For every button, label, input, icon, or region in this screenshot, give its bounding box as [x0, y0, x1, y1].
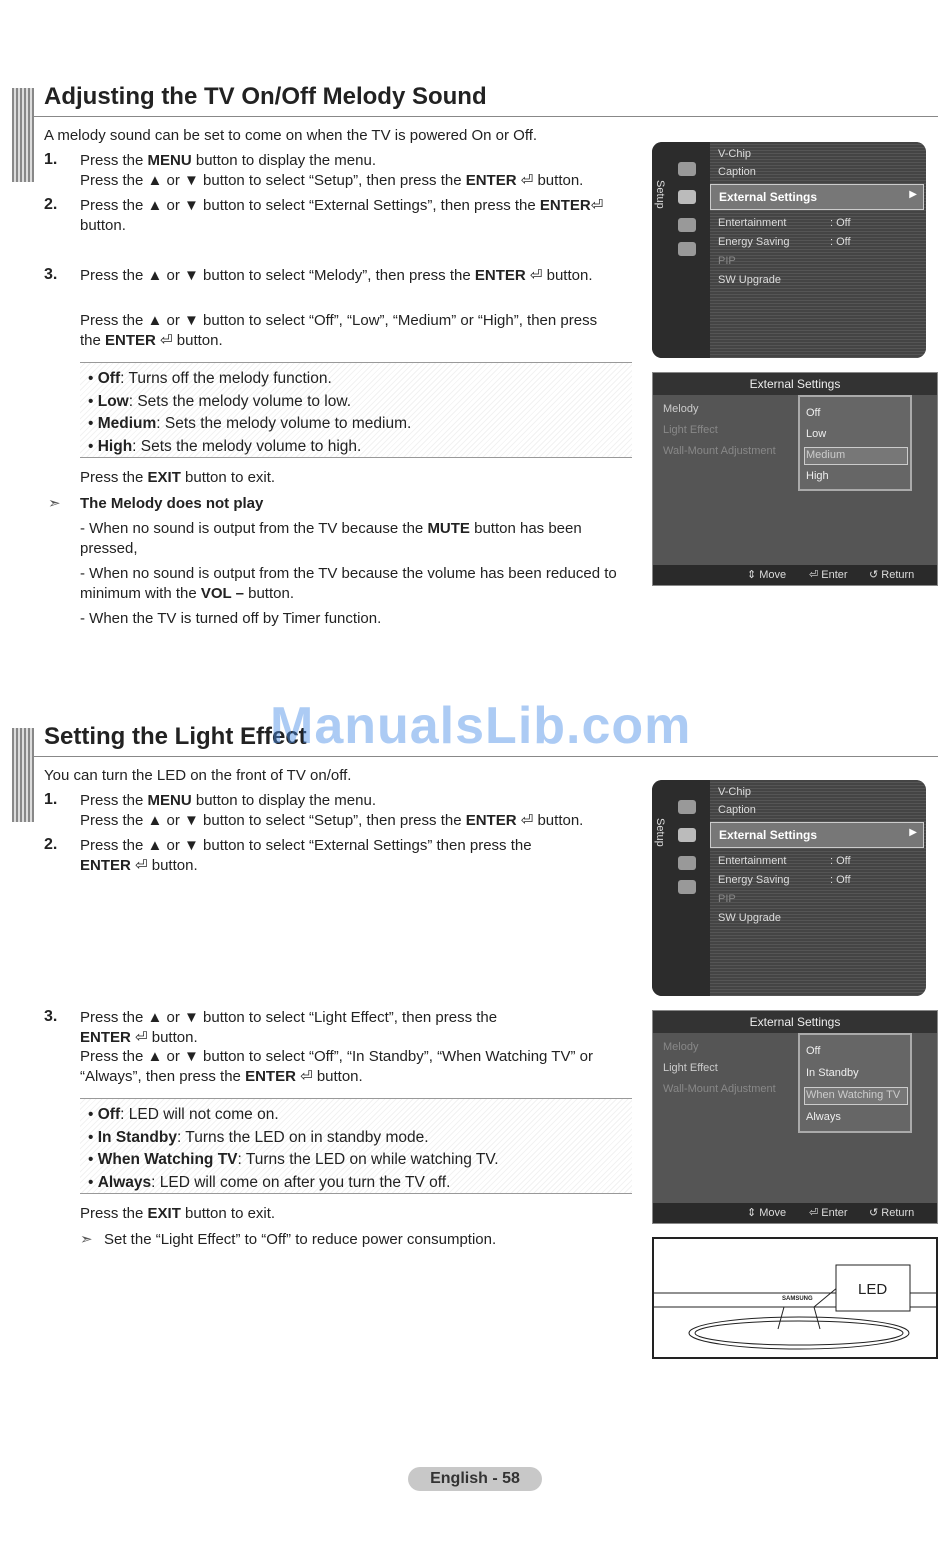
menu-item-selected: External Settings ▶ — [710, 184, 924, 210]
menu-item: PIP — [718, 255, 736, 267]
menu-item: Light Effect — [663, 1062, 718, 1074]
step1-text: Press the MENU button to display the menu. Press the ▲ or ▼ button to select “Setup”, then press the ENTER ⏎ button. — [80, 152, 584, 189]
menu-icon — [678, 800, 696, 814]
step3-text-b: Press the ▲ or ▼ button to select “Off”, “Low”, “Medium” or “High”, then press the ENTER ⏎ button. — [80, 312, 598, 349]
menu-item: Caption — [718, 804, 756, 816]
step3-text-b: Press the ▲ or ▼ button to select “Off”, “In Standby”, “When Watching TV” or “Always”, then press the ENTER ⏎ button. — [80, 1048, 593, 1085]
section-marker — [12, 728, 34, 822]
external-settings-screen — [652, 372, 938, 586]
menu-item: Wall-Mount Adjustment — [663, 1083, 776, 1095]
menu-item: Energy Saving : Off — [718, 874, 851, 886]
external-settings-screen — [652, 1010, 938, 1224]
section-marker — [12, 88, 34, 182]
menu-item: Energy Saving : Off — [718, 236, 851, 248]
title-rule — [34, 756, 938, 757]
screen-title: External Settings — [653, 1011, 937, 1033]
option: Low — [806, 428, 827, 440]
options-popup — [798, 1033, 912, 1133]
step3-text-a: Press the ▲ or ▼ button to select “Light Effect”, then press the ENTER ⏎ button. — [80, 1009, 498, 1046]
tip-title: The Melody does not play — [80, 495, 264, 512]
watermark: ManualsLib.com — [270, 697, 692, 755]
step1-text: Press the MENU button to display the menu. Press the ▲ or ▼ button to select “Setup”, then press the ENTER ⏎ button. — [80, 792, 584, 829]
menu-item: Entertainment : Off — [718, 217, 851, 229]
menu-item: Light Effect — [663, 424, 718, 436]
section2-intro: You can turn the LED on the front of TV on/off. — [44, 767, 352, 784]
notes-box — [80, 1098, 632, 1194]
menu-item: V-Chip — [718, 786, 752, 798]
step-number: 1. — [44, 151, 58, 168]
setup-gear-icon — [678, 190, 696, 204]
option: High — [806, 470, 829, 482]
note-item: • Always: LED will come on after you turn the TV off. — [88, 1173, 451, 1191]
tip-text: Set the “Light Effect” to “Off” to reduce power consumption. — [104, 1231, 497, 1248]
tip-line: - When no sound is output from the TV because the MUTE button has been pressed, — [80, 520, 582, 557]
note-item: • Medium: Sets the melody volume to medium. — [88, 415, 412, 432]
option-selected: Medium — [806, 449, 846, 461]
tip-arrow-icon: ➣ — [48, 495, 61, 512]
exit-text: Press the EXIT button to exit. — [80, 469, 276, 486]
menu-item: Melody — [663, 1041, 699, 1053]
section1-title: Adjusting the TV On/Off Melody Sound — [44, 83, 487, 110]
option-selected: When Watching TV — [806, 1089, 901, 1101]
setup-gear-icon — [678, 828, 696, 842]
step-number: 3. — [44, 1008, 58, 1025]
tip-line: - When the TV is turned off by Timer function. — [80, 610, 382, 627]
step-number: 1. — [44, 791, 58, 808]
options-popup — [798, 395, 912, 491]
setup-menu-screen — [652, 780, 926, 996]
section1-intro: A melody sound can be set to come on when the TV is powered On or Off. — [44, 127, 538, 144]
step-number: 3. — [44, 266, 58, 283]
menu-item: Wall-Mount Adjustment — [663, 445, 776, 457]
menu-item: V-Chip — [718, 148, 752, 160]
tip-arrow-icon: ➣ — [80, 1231, 93, 1248]
menu-item: Caption — [718, 166, 756, 178]
menu-icon — [678, 856, 696, 870]
menu-item: PIP — [718, 893, 736, 905]
option: Off — [806, 407, 821, 419]
exit-text: Press the EXIT button to exit. — [80, 1205, 276, 1222]
note-item: • Off: LED will not come on. — [88, 1106, 279, 1123]
menu-icon — [678, 242, 696, 256]
menu-item: SW Upgrade — [718, 274, 781, 286]
note-item: • High: Sets the melody volume to high. — [88, 437, 362, 455]
note-item: • Low: Sets the melody volume to low. — [88, 392, 352, 410]
tv-led-illustration — [652, 1237, 938, 1359]
step-number: 2. — [44, 196, 58, 213]
setup-label: Setup — [654, 180, 666, 209]
menu-icon — [678, 880, 696, 894]
tip-line: - When no sound is output from the TV because the volume has been reduced to minimum with the VOL – button. — [80, 565, 617, 602]
page-number: English - 58 — [408, 1467, 542, 1491]
notes-box — [80, 362, 632, 458]
menu-item: Entertainment : Off — [718, 855, 851, 867]
screen-footer: ⇕ Move ⏎ Enter ↺ Return — [653, 565, 937, 585]
menu-item: SW Upgrade — [718, 912, 781, 924]
option: Always — [806, 1111, 841, 1123]
led-label: LED — [858, 1281, 888, 1298]
step-number: 2. — [44, 836, 58, 853]
section2-title: Setting the Light Effect — [44, 723, 307, 750]
step2-text: Press the ▲ or ▼ button to select “External Settings” then press the ENTER ⏎ button. — [80, 837, 532, 874]
note-item: • In Standby: Turns the LED on in standby mode. — [88, 1128, 429, 1146]
menu-icon — [678, 218, 696, 232]
step2-text: Press the ▲ or ▼ button to select “External Settings”, then press the ENTER⏎ button. — [80, 197, 604, 234]
title-rule — [34, 116, 938, 117]
menu-item: Melody — [663, 403, 699, 415]
menu-icon — [678, 162, 696, 176]
setup-menu-screen — [652, 142, 926, 358]
step3-text-a: Press the ▲ or ▼ button to select “Melody”, then press the ENTER ⏎ button. — [80, 267, 593, 284]
brand-logo: SAMSUNG — [782, 1296, 813, 1302]
note-item: • When Watching TV: Turns the LED on while watching TV. — [88, 1151, 499, 1168]
option: Off — [806, 1045, 821, 1057]
option: In Standby — [806, 1067, 859, 1079]
note-item: • Off: Turns off the melody function. — [88, 370, 332, 387]
menu-item-selected: External Settings ▶ — [710, 822, 924, 848]
screen-title: External Settings — [653, 373, 937, 395]
setup-label: Setup — [654, 818, 666, 847]
screen-footer: ⇕ Move ⏎ Enter ↺ Return — [653, 1203, 937, 1223]
